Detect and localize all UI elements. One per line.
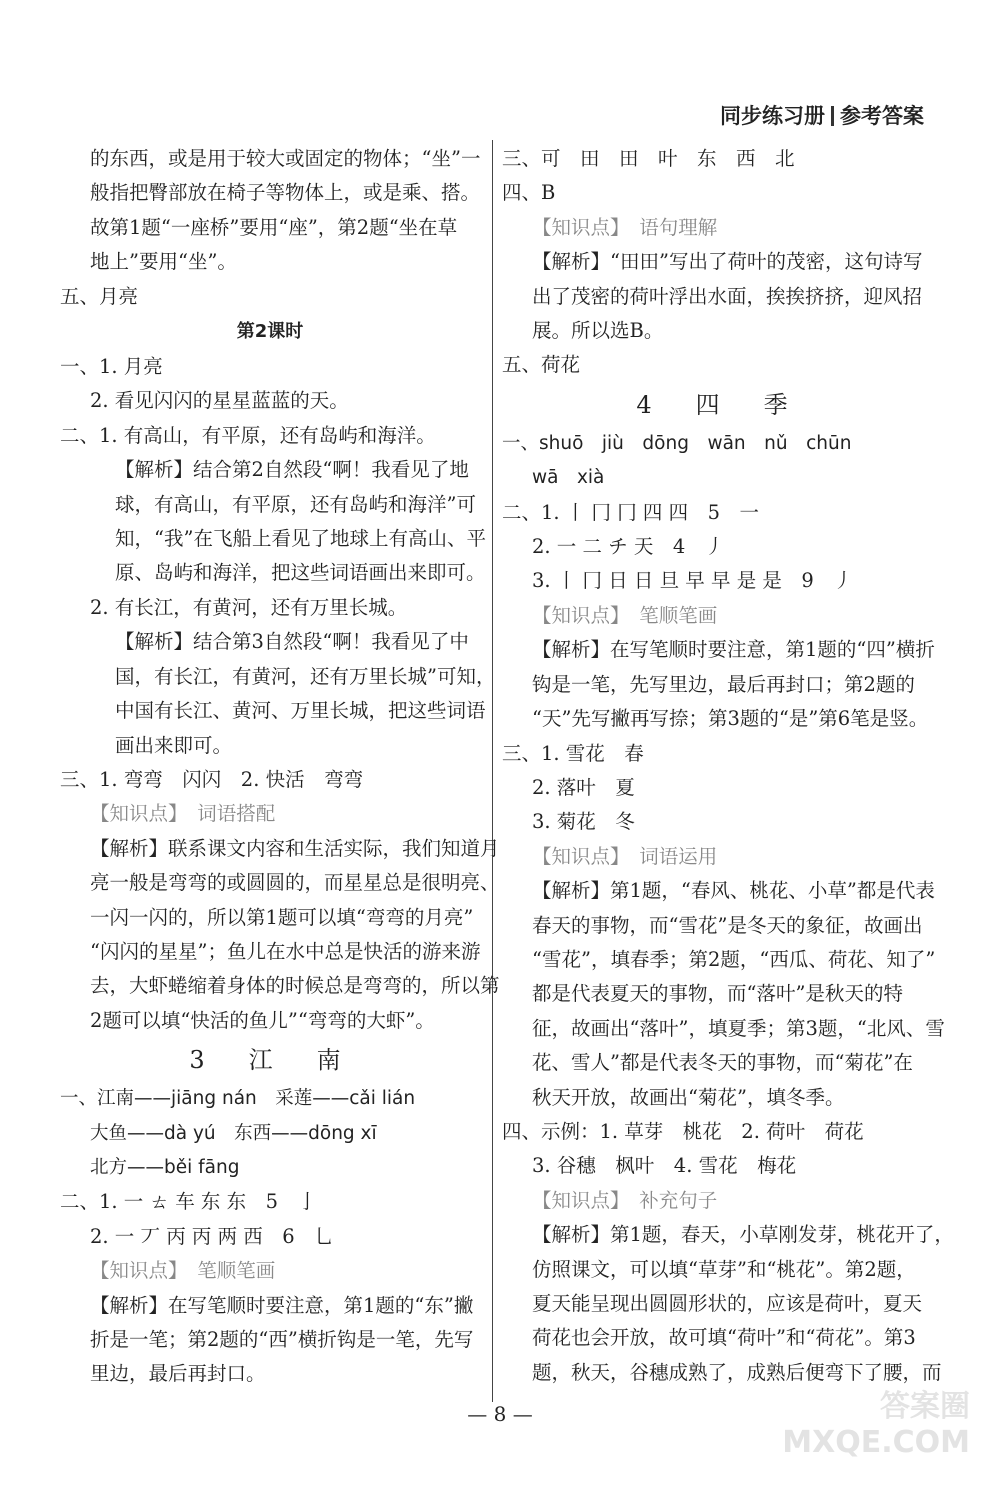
right-text-line: 二、1. 丨 冂 冂 四 四 5 一 [502, 500, 760, 524]
left-text-line: 亮一般是弯弯的或圆圆的，而星星总是很明亮、 [90, 871, 500, 895]
right-text-line: 【解析】“田田”写出了荷叶的茂密，这句诗写 [532, 250, 923, 274]
right-text-line: 题，秋天，谷穗成熟了，成熟后便弯下了腰，而 [532, 1360, 942, 1384]
right-text-line: 荷花也会开放，故可填“荷叶”和“荷花”。第3 [532, 1326, 916, 1350]
left-text-line: 三、1. 弯弯 闪闪 2. 快活 弯弯 [60, 767, 364, 791]
right-text-line: wā xià [532, 467, 605, 489]
right-text-line: 【知识点】 笔顺笔画 [532, 603, 718, 627]
left-text-line: 一、江南——jiāng nán 采莲——cǎi lián [60, 1088, 416, 1110]
right-text-line: 仿照课文，可以填“草芽”和“桃花”。第2题， [532, 1257, 916, 1281]
left-text-line: 第2课时 [236, 321, 304, 343]
right-text-line: 一、shuō jiù dōng wān nǔ chūn [502, 432, 852, 454]
left-text-line: 去，大虾蜷缩着身体的时候总是弯弯的，所以第 [90, 974, 500, 998]
left-text-line: 北方——běi fāng [90, 1156, 240, 1178]
left-text-line: 故第1题“一座桥”要用“座”，第2题“坐在草 [90, 215, 458, 239]
right-text-line: 出了茂密的荷叶浮出水面，挨挨挤挤，迎风招 [532, 284, 923, 308]
left-text-line: 【解析】结合第3自然段“啊！我看见了中 [115, 630, 469, 654]
left-text-line: 一、1. 月亮 [60, 355, 163, 379]
left-text-line: 3 江 南 [189, 1046, 351, 1075]
column-divider [492, 140, 493, 1402]
page-header [720, 100, 924, 130]
right-text-line: 【解析】在写笔顺时要注意，第1题的“四”横折 [532, 638, 935, 662]
right-text-line: 【解析】第1题，春天，小草刚发芽，桃花开了， [532, 1223, 954, 1247]
header-separator [831, 106, 834, 126]
section-title: 参考答案 [840, 104, 924, 128]
right-text-line: 都是代表夏天的事物，而“落叶”是秋天的特 [532, 982, 903, 1006]
left-text-line: 【知识点】 词语搭配 [90, 802, 276, 826]
right-text-line: 四、示例：1. 草芽 桃花 2. 荷叶 荷花 [502, 1119, 864, 1143]
right-text-line: 【知识点】 补充句子 [532, 1188, 718, 1212]
right-text-line: 【知识点】 词语运用 [532, 844, 718, 868]
left-text-line: 【知识点】 笔顺笔画 [90, 1259, 276, 1283]
right-text-line: 展。所以选B。 [532, 319, 664, 343]
right-text-line: 花、雪人”都是代表冬天的事物，而“菊花”在 [532, 1051, 913, 1075]
left-text-line: 画出来即可。 [115, 733, 233, 757]
right-text-line: “雪花”，填春季；第2题，“西瓜、荷花、知了” [532, 947, 936, 971]
watermark-logo: 答案圈 [880, 1389, 970, 1424]
right-text-line: 春天的事物，而“雪花”是冬天的象征，故画出 [532, 913, 923, 937]
book-title: 同步练习册 [720, 104, 825, 128]
right-text-line: 2. 一 二 チ 天 4 丿 [532, 535, 725, 559]
right-text-line: 2. 落叶 夏 [532, 775, 635, 799]
right-text-line: 钩是一笔，先写里边，最后再封口；第2题的 [532, 672, 915, 696]
left-text-line: 地上”要用“坐”。 [90, 250, 237, 274]
right-text-line: 3. 谷穗 枫叶 4. 雪花 梅花 [532, 1154, 797, 1178]
left-text-line: 二、1. 一 ㄊ 车 东 东 5 亅 [60, 1190, 318, 1214]
right-text-line: 3. 菊花 冬 [532, 810, 635, 834]
left-text-line: 五、月亮 [60, 284, 139, 308]
right-text-line: 四、B [502, 181, 556, 205]
right-text-line: 征，故画出“落叶”，填夏季；第3题，“北风、雪 [532, 1016, 945, 1040]
left-text-line: 2题可以填“快活的鱼儿”“弯弯的大虾”。 [90, 1008, 435, 1032]
right-text-line: 【解析】第1题，“春风、桃花、小草”都是代表 [532, 879, 935, 903]
right-text-line: 五、荷花 [502, 353, 581, 377]
right-column [502, 142, 954, 1390]
left-text-line: 2. 有长江，有黄河，还有万里长城。 [90, 595, 408, 619]
left-text-line: “闪闪的星星”；鱼儿在水中总是快活的游来游 [90, 939, 481, 963]
left-text-line: 中国有长江、黄河、万里长城，把这些词语 [115, 699, 486, 723]
right-text-line: 4 四 季 [636, 390, 798, 419]
left-text-line: 里边，最后再封口。 [90, 1362, 266, 1386]
right-text-line: 3. 丨 冂 日 日 旦 早 早 是 是 9 丿 [532, 569, 853, 593]
left-text-line: 一闪一闪的，所以第1题可以填“弯弯的月亮” [90, 905, 474, 929]
left-text-line: 2. 看见闪闪的星星蓝蓝的天。 [90, 389, 349, 413]
page-number: — 8 — [467, 1402, 533, 1426]
right-text-line: 秋天开放，故画出“菊花”，填冬季。 [532, 1085, 845, 1109]
right-text-line: 三、可 田 田 叶 东 西 北 [502, 147, 795, 170]
left-text-line: 球，有高山，有平原，还有岛屿和海洋”可 [115, 492, 476, 516]
left-text-line: 大鱼——dà yú 东西——dōng xī [90, 1122, 377, 1144]
left-text-line: 二、1. 有高山，有平原，还有岛屿和海洋。 [60, 423, 436, 447]
right-text-line: 三、1. 雪花 春 [502, 741, 644, 765]
right-text-line: “天”先写撇再写捺；第3题的“是”第6笔是竖。 [532, 707, 929, 731]
left-text-line: 折是一笔；第2题的“西”横折钩是一笔，先写 [90, 1328, 474, 1351]
left-text-line: 的东西，或是用于较大或固定的物体；“坐”一 [90, 147, 481, 170]
left-text-line: 【解析】在写笔顺时要注意，第1题的“东”撇 [90, 1293, 474, 1317]
left-text-line: 知，“我”在飞船上看见了地球上有高山、平 [115, 527, 486, 551]
left-text-line: 般指把臀部放在椅子等物体上，或是乘、搭。 [90, 181, 481, 205]
watermark-url: MXQE.COM [782, 1425, 970, 1460]
left-column [60, 142, 500, 1392]
right-text-line: 夏天能呈现出圆圆形状的，应该是荷叶，夏天 [532, 1292, 923, 1315]
left-text-line: 国，有长江，有黄河，还有万里长城”可知， [115, 664, 496, 688]
left-text-line: 原、岛屿和海洋，把这些词语画出来即可。 [115, 561, 486, 585]
left-text-line: 【解析】联系课文内容和生活实际，我们知道月 [90, 836, 500, 860]
right-text-line: 【知识点】 语句理解 [532, 215, 718, 239]
watermark [782, 1389, 970, 1461]
left-text-line: 【解析】结合第2自然段“啊！我看见了地 [115, 458, 469, 482]
left-text-line: 2. 一 丆 丙 丙 两 西 6 乚 [90, 1224, 334, 1248]
